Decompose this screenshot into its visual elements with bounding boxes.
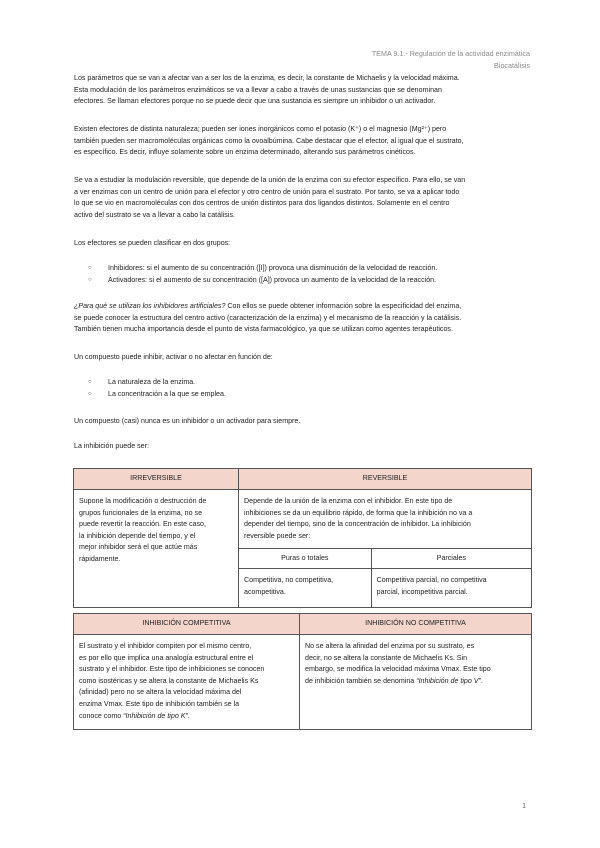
page-header [372, 48, 530, 72]
subheader-parciales: Parciales [371, 549, 531, 569]
header-non-competitive: INHIBICIÓN NO COMPETITIVA [300, 614, 532, 635]
paragraph-1: Los parámetros que se van a afectar van a ser los de la enzima, es decir, la constante de Michaelis y la velocidad máxima. Esta modulación de los parámetros enzimáticos se va a llevar a cabo a través de unas sustancias que se denominan efectores. Se llaman efectores porque no se puede decir que una sustancia es siempre un inhibidor o un activador. [74, 74, 460, 106]
irreversible-description: Supone la modificación o destrucción de grupos funcionales de la enzima, no se puede revertir la reacción. En este caso, la inhibición depende del tiempo, y el mejor inhibidor será el que actúe más rápidamente. [74, 490, 239, 608]
effector-list [74, 263, 437, 287]
list-item: ○ Inhibidores: si el aumento de su concentración ([I]) provoca una disminución de la velocidad de reacción. [74, 263, 437, 275]
paragraph-3: Se va a estudiar la modulación reversible, que depende de la unión de la enzima con su efector específico. Para ello, se van a ver enzimas con un centro de unión para el efector y otro centro de unión para el sustrato. Por tanto, se va a aplicar todo lo que se vio en macromoléculas con dos centros de unión distintos para dos ligandos distintos. Solamente en el centro activo del sustrato se va a llevar a cabo la catálisis. [74, 176, 466, 219]
paragraph-6: Un compuesto puede inhibir, activar o no afectar en función de: [74, 353, 273, 361]
header-reversible: REVERSIBLE [239, 469, 532, 490]
paragraph-8: La inhibición puede ser: [74, 442, 149, 450]
puras-types: Competitiva, no competitiva, acompetitiva. [239, 569, 372, 608]
paragraph-5: ¿Para qué se utilizan los inhibidores artificiales? Con ellos se puede obtener información sobre la especificidad del enzima, se puede conocer la estructura del centro activo (caracterización de la enzima) y el mecanismo de la reacción y la catálisis. También tienen mucha importancia desde el punto de vista farmacológico, ya que se utilizan como agentes terapéuticos. [74, 302, 462, 334]
competitive-description: El sustrato y el inhibidor compiten por el mismo centro, es por ello que implica una analogía estructural entre el sustrato y el inhibidor. Este tipo de inhibiciones se conocen como isostéricas y se altera la constante de Michaelis Ks (afinidad) pero no se altera la velocidad máxima del enzima Vmax. Este tipo de inhibición también se la conoce como “Inhibición de tipo K”. [74, 635, 300, 730]
paragraph-7: Un compuesto (casi) nunca es un inhibidor o un activador para siempre. [74, 417, 301, 425]
paragraph-4: Los efectores se pueden clasificar en dos grupos: [74, 239, 231, 247]
parciales-types: Competitiva parcial, no competitiva parcial, incompetitiva parcial. [371, 569, 531, 608]
factor-list [74, 377, 226, 401]
list-item: ○ La naturaleza de la enzima. [74, 377, 226, 389]
inhibition-types-table [73, 468, 532, 608]
list-item: ○ Activadores: si el aumento de su concentración ([A]) provoca un aumento de la velocidad de la reacción. [74, 275, 437, 287]
header-irreversible: IRREVERSIBLE [74, 469, 239, 490]
header-competitive: INHIBICIÓN COMPETITIVA [74, 614, 300, 635]
reversible-description: Depende de la unión de la enzima con el inhibidor. En este tipo de inhibiciones se da un equilibrio rápido, de forma que la inhibición no va a depender del tiempo, sino de la concentración de inhibidor. La inhibición reversible puede ser: [239, 490, 532, 549]
subheader-puras: Puras o totales [239, 549, 372, 569]
non-competitive-description: No se altera la afinidad del enzima por su sustrato, es decir, no se altera la constante de Michaelis Ks. Sin embargo, se modifica la velocidad máxima Vmax. Este tipo de inhibición también se denomina “Inhibición de tipo V”. [300, 635, 532, 730]
list-item: ○ La concentración a la que se emplea. [74, 389, 226, 401]
page-number: 1 [522, 803, 526, 810]
header-topic: TEMA 9.1.- Regulación de la actividad enzimática [371, 49, 530, 58]
paragraph-2: Existen efectores de distinta naturaleza; pueden ser iones inorgánicos como el potasio (K⁺) o el magnesio (Mg²⁺) pero también pueden ser macromoléculas orgánicas como la ovoalbúmina. Cabe destacar que el efector, al igual que el sustrato, es específico. Es decir, influye solamente sobre un enzima determinado, alterando sus parámetros cinéticos. [74, 125, 464, 157]
header-subject: Biocatálisis [494, 61, 530, 70]
competitive-table [73, 613, 532, 730]
